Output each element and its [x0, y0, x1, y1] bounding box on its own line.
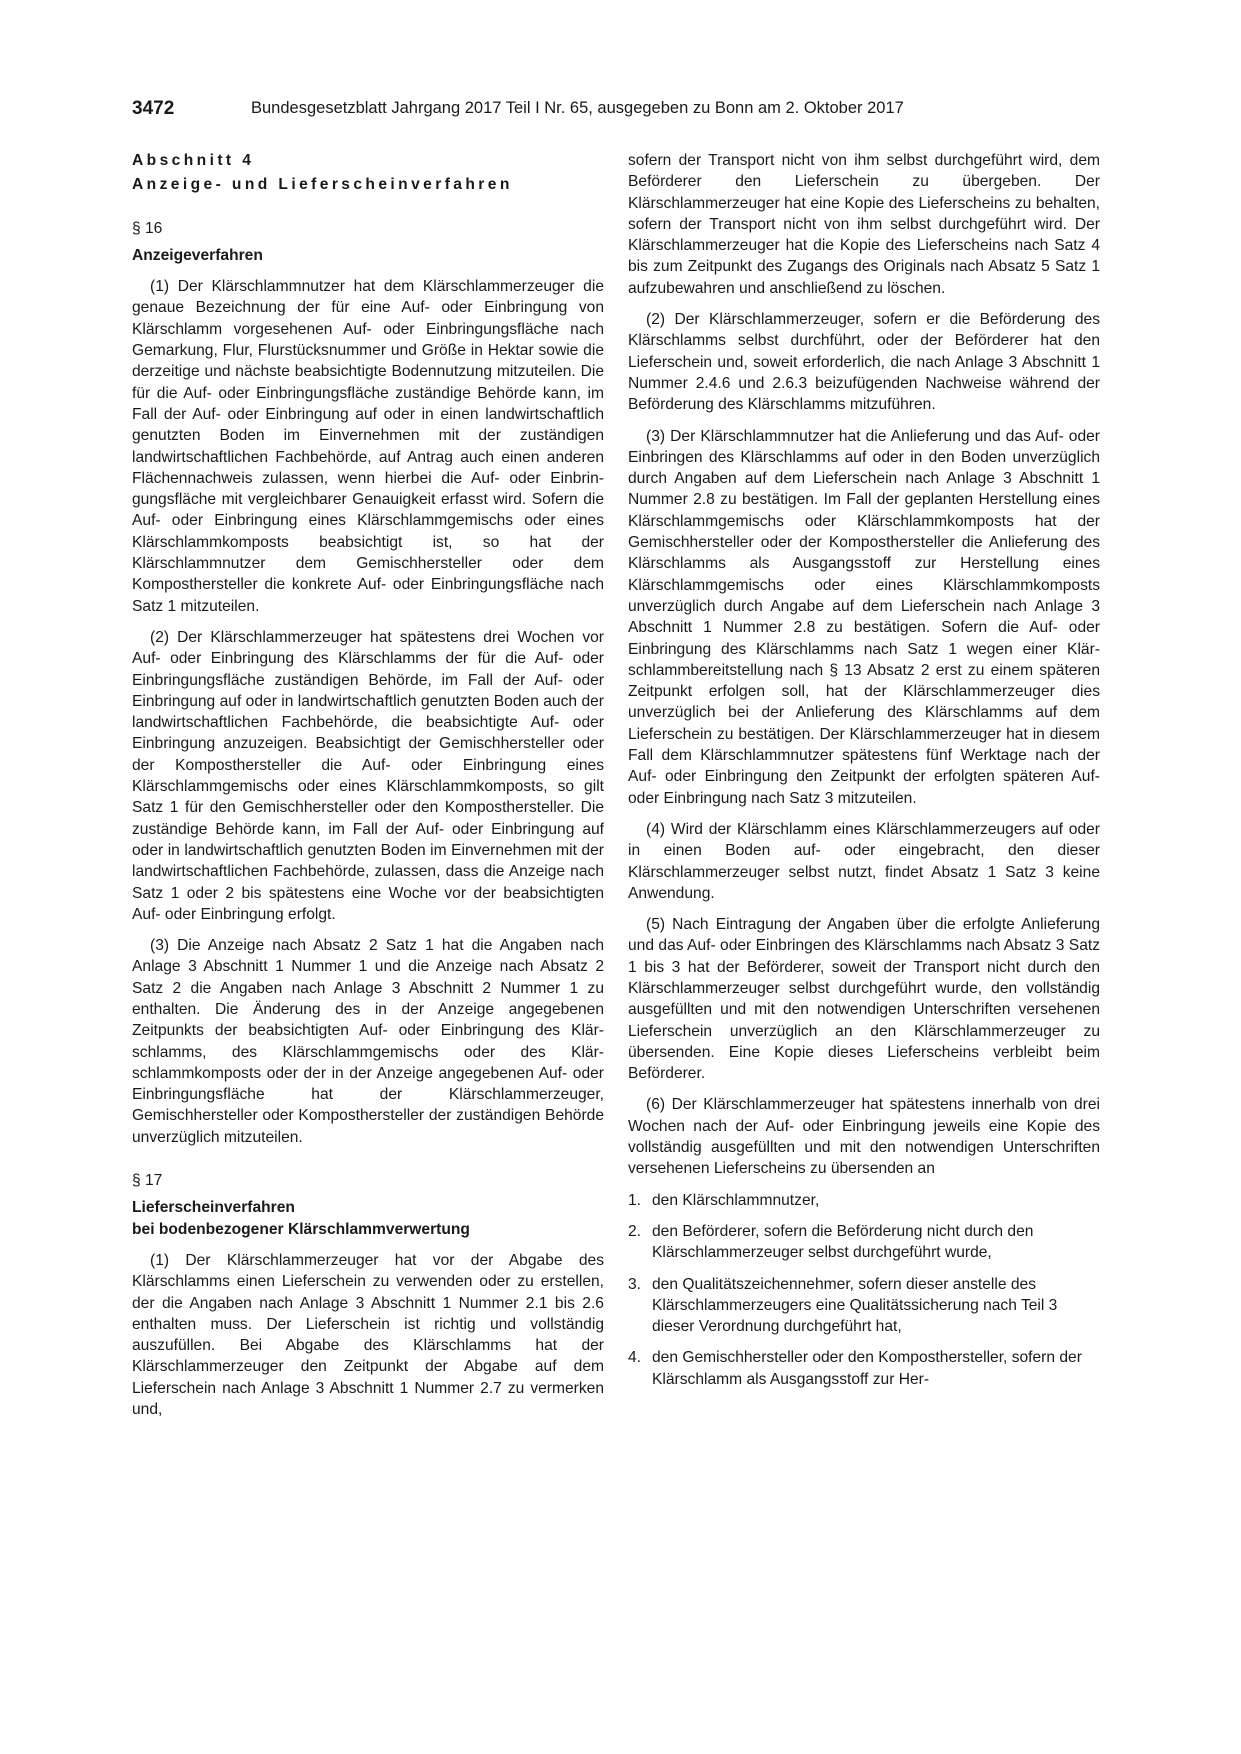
section-17-paragraph-4: (4) Wird der Klärschlamm eines Klärschlammerzeugers auf oder in einen Boden auf- oder eingebracht, den dieser Klärschlammerzeuger selbst nutzt, findet Absatz 1 Satz 3 keine Anwendung. — [628, 820, 1100, 902]
left-column — [132, 150, 604, 1430]
section-16-paragraph-3: (3) Die Anzeige nach Absatz 2 Satz 1 hat die Angaben nach Anlage 3 Abschnitt 1 Nummer 1 und die Anzeige nach Absatz 2 Satz 2 die Angaben nach Anlage 3 Abschnitt 2 Nummer 1 zu enthalten. Die Änderung des in der Anzeige angegebenen Zeitpunkts der beabsichtigten Auf- oder Einbringung des Klärschlamms, des Klärschlammgemischs oder des Klärschlammkomposts oder der in der Anzeige angegebenen Auf- oder Einbringungsfläche hat der Klärschlammerzeuger, Gemischhersteller oder Komposthersteller der zuständigen Behörde unverzüglich mitzuteilen. — [132, 937, 604, 1146]
list-item — [628, 1274, 1100, 1338]
section-17-paragraph-3: (3) Der Klärschlammnutzer hat die Anlieferung und das Auf- oder Einbringen des Klärschlamms auf oder in den Boden unverzüglich durch Angaben auf dem Lieferschein nach Anlage 3 Abschnitt 1 Nummer 2.8 zu bestätigen. Im Fall der geplanten Herstellung eines Klärschlammgemischs oder Klärschlammkomposts hat der Gemischhersteller oder der Komposthersteller die Anlieferung des Klärschlamms als Ausgangsstoff zur Herstellung eines Klärschlammgemischs oder eines Klärschlammkomposts unverzüglich durch Angabe auf dem Lieferschein nach Anlage 3 Abschnitt 1 Nummer 2.8 zu bestätigen. Sofern die Auf- oder Einbringung des Klärschlamms nach Satz 1 wegen einer Klärschlammbereitstellung nach § 13 Absatz 2 erst zu einem späteren Zeitpunkt erfolgen soll, hat der Klärschlammerzeuger dies unverzüglich bei der Anlieferung des Klärschlamms auf dem Lieferschein zu bestätigen. Der Klärschlammerzeuger hat in diesem Fall dem Klärschlammnutzer spätestens fünf Werktage nach der Auf- oder Einbringung den Zeitpunkt der erfolgten späteren Auf- oder Einbringung nach Satz 3 mitzuteilen. — [628, 427, 1100, 807]
list-item-number: 1. — [628, 1191, 642, 1209]
list-item-text: den Qualitätszeichennehmer, sofern dieser anstelle des Klärschlammerzeugers eine Qualitätssicherung nach Teil 3 dieser Verordnung durchgeführt hat, — [652, 1275, 1058, 1336]
running-title: Bundesgesetzblatt Jahrgang 2017 Teil I Nr. 65, ausgegeben zu Bonn am 2. Oktober 2017 — [251, 99, 904, 117]
right-column — [628, 150, 1100, 1400]
section-16-paragraph-2: (2) Der Klärschlammerzeuger hat spätestens drei Wochen vor Auf- oder Einbringung des Klärschlamms der für die Auf- oder Einbringungsfläche zuständigen Behörde, im Fall der Auf- oder Einbringung auf oder in landwirtschaftlich genutzten Boden auch der landwirtschaftlichen Fachbehörde, die beabsichtigte Auf- oder Einbringung anzuzeigen. Beabsichtigt der Gemischhersteller oder der Komposthersteller die Auf- oder Einbringung eines Klärschlammgemischs oder eines Klärschlammkomposts, so gilt Satz 1 für den Gemischhersteller oder den Komposthersteller. Die zuständige Behörde kann, im Fall der Auf- oder Einbringung auf oder in landwirtschaftlich genutzten Boden im Einvernehmen mit der landwirtschaftlichen Fachbehörde, zulassen, dass die Anzeige nach Satz 1 oder 2 bis spätestens eine Woche vor der beabsichtigten Auf- oder Einbringung erfolgt. — [132, 628, 604, 923]
section-16-title: Anzeigeverfahren — [132, 246, 263, 264]
section-16-number: § 16 — [132, 219, 163, 237]
section-17-paragraph-2: (2) Der Klärschlammerzeuger, sofern er die Beförderung des Klärschlamms selbst durchführt, oder der Beförderer hat den Lieferschein und, soweit erforderlich, die nach Anlage 3 Abschnitt 1 Nummer 2.4.6 und 2.6.3 beizufügenden Nachweise während der Beförderung des Klärschlamms mitzuführen. — [628, 311, 1100, 414]
chapter-title: Abschnitt 4 — [132, 152, 255, 169]
recipient-list — [628, 1190, 1100, 1390]
list-item-text: den Gemischhersteller oder den Komposthersteller, sofern der Klärschlamm als Ausgangsstoff zur Her- — [652, 1349, 1082, 1388]
page-header — [132, 98, 992, 126]
list-item-number: 3. — [628, 1275, 642, 1293]
section-17-title-line-2: bei bodenbezogener Klärschlammverwertung — [132, 1220, 470, 1238]
section-17-title-line-1: Lieferscheinverfahren — [132, 1199, 295, 1217]
list-item — [628, 1190, 1100, 1211]
section-16-paragraph-1: (1) Der Klärschlammnutzer hat dem Klärschlammerzeuger die genaue Bezeichnung der für eine Auf- oder Einbringung von Klärschlamm vorgesehenen Auf- oder Einbringungsfläche nach Gemarkung, Flur, Flurstücksnummer und Größe in Hektar sowie die derzeitige und nächste beabsichtigte Bodennutzung mitzuteilen. Die für die Auf- oder Einbringungsfläche zuständige Behörde kann, im Fall der Auf- oder Einbringung auf oder in einen landwirtschaftlich genutzten Boden im Einvernehmen mit der zuständigen landwirtschaftlichen Fachbehörde, auf Antrag auch einen anderen Flächennachweis zulassen, wenn hierbei die Auf- oder Einbringungsfläche mit vergleichbarer Genauigkeit erfasst wird. Sofern die Auf- oder Einbringung eines Klärschlammgemischs oder eines Klärschlammkomposts beabsichtigt ist, so hat der Klärschlammnutzer dem Gemischhersteller oder dem Komposthersteller die konkrete Auf- oder Einbringungsfläche nach Satz 1 mitzuteilen. — [132, 278, 604, 615]
list-item — [628, 1347, 1100, 1390]
list-item-text: den Klärschlammnutzer, — [652, 1191, 820, 1209]
chapter-subtitle: Anzeige- und Lieferscheinverfahren — [132, 176, 513, 194]
section-17-paragraph-1: (1) Der Klärschlammerzeuger hat vor der Abgabe des Klärschlamms einen Lieferschein zu verwenden oder zu erstellen, der die Angaben nach Anlage 3 Abschnitt 1 Nummer 2.1 bis 2.6 enthalten muss. Der Lieferschein ist richtig und vollständig auszufüllen. Bei Abgabe des Klärschlamms hat der Klärschlammerzeuger den Zeitpunkt der Abgabe auf dem Lieferschein nach Anlage 3 Abschnitt 1 Nummer 2.7 zu vermerken und, — [132, 1251, 604, 1419]
list-item-number: 4. — [628, 1349, 642, 1367]
section-17-paragraph-5: (5) Nach Eintragung der Angaben über die erfolgte Anlieferung und das Auf- oder Einbringen des Klärschlamms nach Absatz 3 Satz 1 bis 3 hat der Beförderer, soweit der Transport nicht durch den Klärschlammerzeuger selbst durchgeführt wurde, den vollständig ausgefüllten und mit den notwendigen Unterschriften versehenen Lieferschein unverzüglich an den Klärschlammerzeuger zu übersenden. Eine Kopie dieses Lieferscheins verbleibt beim Beförderer. — [628, 916, 1100, 1083]
section-17-number: § 17 — [132, 1172, 163, 1190]
list-item-text: den Beförderer, sofern die Beförderung nicht durch den Klärschlammerzeuger selbst durchgeführt wurde, — [652, 1222, 1034, 1262]
list-item — [628, 1221, 1100, 1264]
section-17-paragraph-6: (6) Der Klärschlammerzeuger hat spätestens innerhalb von drei Wochen nach der Auf- oder Einbringung jeweils eine Kopie des vollständig ausgefüllten und mit den notwendigen Unterschriften versehenen Lieferscheins zu übersenden an — [628, 1096, 1100, 1178]
section-17-paragraph-1-continued: sofern der Transport nicht von ihm selbst durchgeführt wird, dem Beförderer den Lieferschein zu übergeben. Der Klärschlammerzeuger hat eine Kopie des Lieferscheins zu behalten, sofern der Transport nicht von ihm selbst durchgeführt wird. Der Klärschlammerzeuger hat die Kopie des Lieferscheins nach Satz 4 bis zum Zeitpunkt des Zugangs des Originals nach Absatz 5 Satz 1 aufzubewahren und anschließend zu löschen. — [628, 152, 1100, 297]
list-item-number: 2. — [628, 1222, 642, 1240]
page-number: 3472 — [132, 98, 175, 119]
